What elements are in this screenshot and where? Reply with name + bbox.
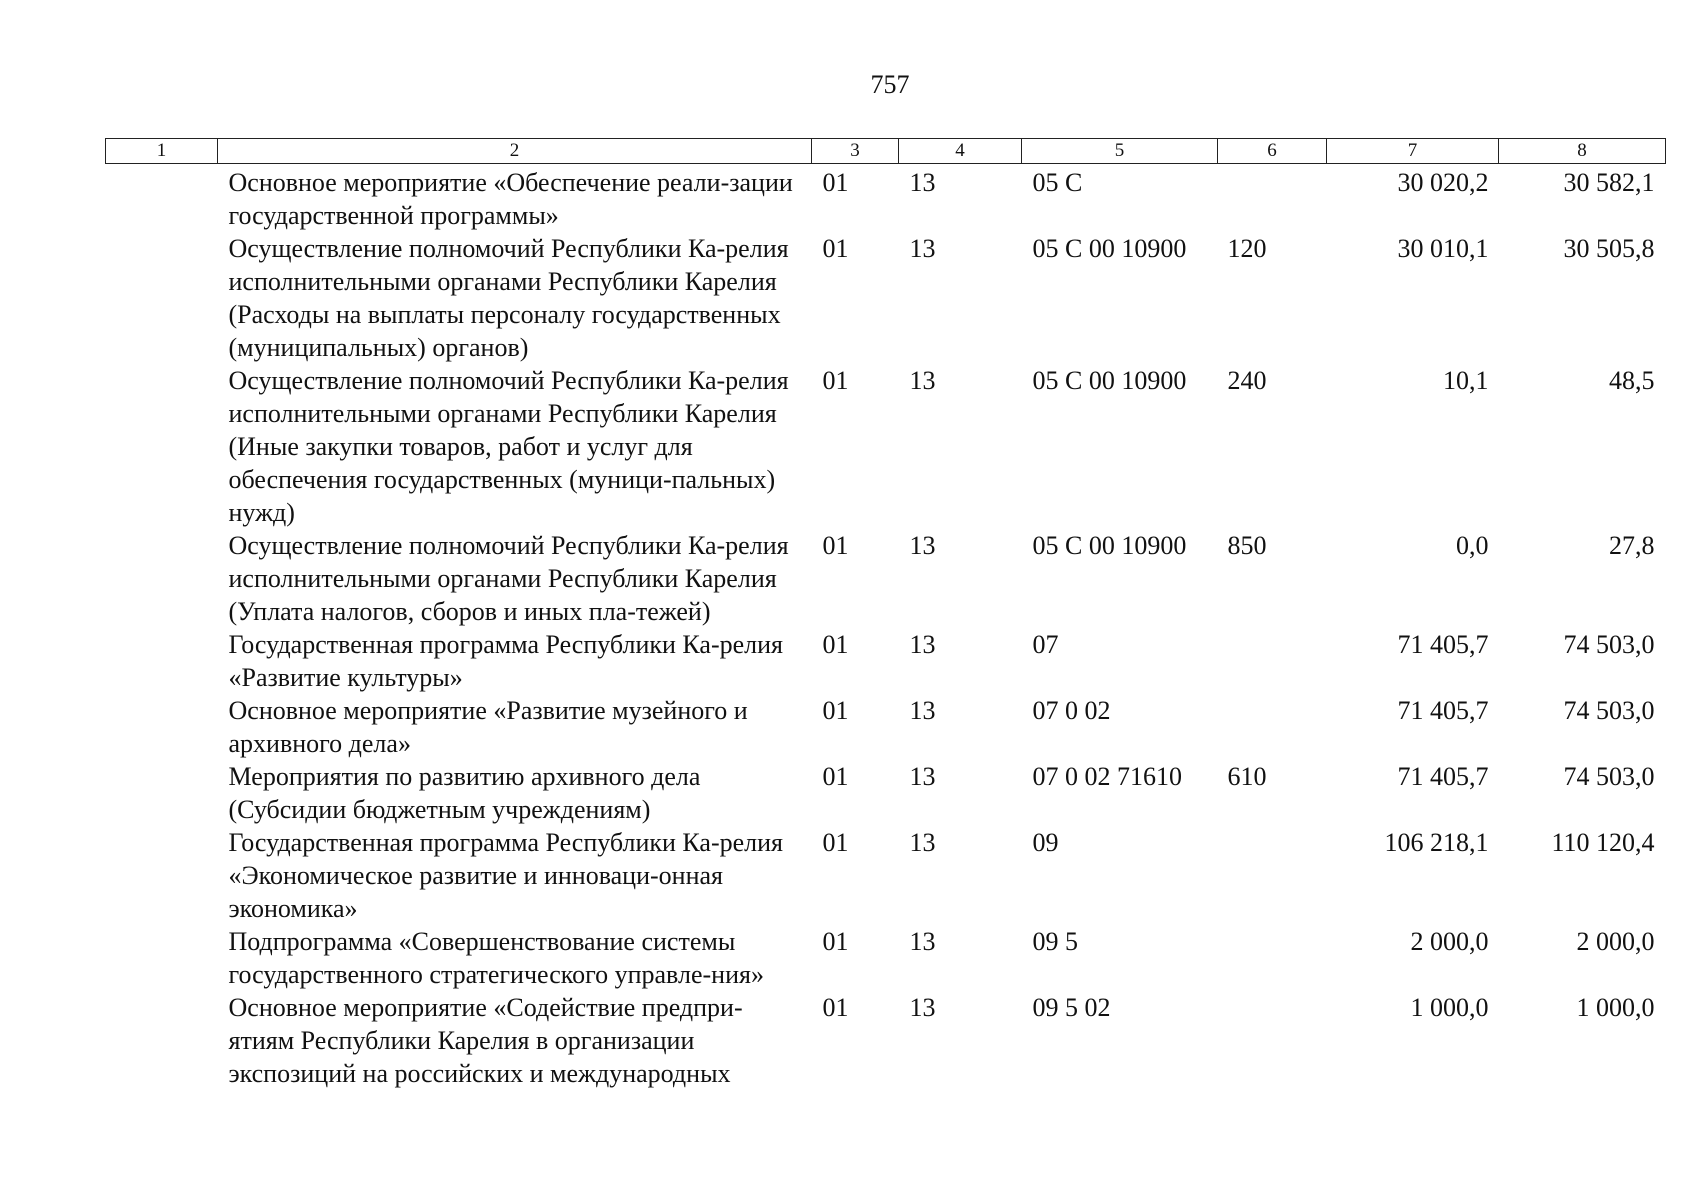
row-article: 09 5 bbox=[1032, 927, 1078, 956]
column-header-7: 7 bbox=[1327, 139, 1499, 164]
row-expense-kind: 240 bbox=[1227, 366, 1267, 395]
row-name: Основное мероприятие «Развитие музейного и архивного дела» bbox=[228, 696, 748, 758]
row-amount-year1: 71 405,7 bbox=[1397, 630, 1489, 659]
row-blank-cell bbox=[106, 164, 218, 233]
table-row bbox=[106, 925, 1666, 991]
row-article: 05 С 00 10900 bbox=[1032, 531, 1187, 560]
row-name: Основное мероприятие «Обеспечение реали-зации государственной программы» bbox=[228, 168, 793, 230]
row-name: Государственная программа Республики Ка-релия «Развитие культуры» bbox=[228, 630, 784, 692]
row-amount-year2: 74 503,0 bbox=[1563, 696, 1655, 725]
row-amount-year1: 71 405,7 bbox=[1397, 696, 1489, 725]
row-expense-kind bbox=[1218, 826, 1327, 925]
row-subsection: 13 bbox=[909, 168, 936, 197]
row-blank-cell bbox=[106, 529, 218, 628]
row-amount-year1: 10,1 bbox=[1443, 366, 1489, 395]
column-number-header-row bbox=[106, 139, 1666, 164]
row-section: 01 bbox=[822, 531, 849, 560]
table-row bbox=[106, 164, 1666, 233]
row-amount-year2: 30 505,8 bbox=[1563, 234, 1655, 263]
column-header-8: 8 bbox=[1499, 139, 1666, 164]
row-blank-cell bbox=[106, 628, 218, 694]
column-header-5: 5 bbox=[1022, 139, 1218, 164]
row-name: Осуществление полномочий Республики Ка-релия исполнительными органами Республики Карелия (Иные закупки товаров, работ и услуг для обеспечения государственных (муници-пальных) нужд) bbox=[228, 366, 789, 527]
row-blank-cell bbox=[106, 826, 218, 925]
column-header-3: 3 bbox=[812, 139, 899, 164]
row-section: 01 bbox=[822, 630, 849, 659]
row-section: 01 bbox=[822, 168, 849, 197]
row-name: Основное мероприятие «Содействие предпри-ятиям Республики Карелия в организации экспозиций на российских и международных bbox=[228, 993, 743, 1088]
row-section: 01 bbox=[822, 762, 849, 791]
row-amount-year1: 71 405,7 bbox=[1397, 762, 1489, 791]
row-amount-year2: 74 503,0 bbox=[1563, 762, 1655, 791]
row-subsection: 13 bbox=[909, 993, 936, 1022]
row-article: 05 С 00 10900 bbox=[1032, 234, 1187, 263]
row-amount-year1: 0,0 bbox=[1456, 531, 1489, 560]
row-amount-year2: 48,5 bbox=[1609, 366, 1655, 395]
table-row bbox=[106, 232, 1666, 364]
table-row bbox=[106, 826, 1666, 925]
row-expense-kind: 850 bbox=[1227, 531, 1267, 560]
row-section: 01 bbox=[822, 696, 849, 725]
row-amount-year1: 30 010,1 bbox=[1397, 234, 1489, 263]
row-expense-kind: 610 bbox=[1227, 762, 1267, 791]
row-subsection: 13 bbox=[909, 234, 936, 263]
row-name: Осуществление полномочий Республики Ка-релия исполнительными органами Республики Карелия (Расходы на выплаты персоналу государственных (муниципальных) органов) bbox=[228, 234, 789, 362]
row-amount-year2: 30 582,1 bbox=[1563, 168, 1655, 197]
row-amount-year2: 110 120,4 bbox=[1551, 828, 1655, 857]
row-section: 01 bbox=[822, 828, 849, 857]
column-header-1: 1 bbox=[106, 139, 218, 164]
row-expense-kind bbox=[1218, 164, 1327, 233]
table-row bbox=[106, 991, 1666, 1090]
row-expense-kind bbox=[1218, 628, 1327, 694]
row-blank-cell bbox=[106, 694, 218, 760]
budget-table bbox=[105, 138, 1666, 1090]
row-subsection: 13 bbox=[909, 927, 936, 956]
row-amount-year1: 30 020,2 bbox=[1397, 168, 1489, 197]
row-subsection: 13 bbox=[909, 531, 936, 560]
row-article: 07 0 02 71610 bbox=[1032, 762, 1182, 791]
row-name: Подпрограмма «Совершенствование системы государственного стратегического управле-ния» bbox=[228, 927, 764, 989]
row-amount-year1: 2 000,0 bbox=[1410, 927, 1489, 956]
row-blank-cell bbox=[106, 760, 218, 826]
row-expense-kind bbox=[1218, 991, 1327, 1090]
table-row bbox=[106, 628, 1666, 694]
row-blank-cell bbox=[106, 991, 218, 1090]
row-article: 07 bbox=[1032, 630, 1059, 659]
row-amount-year1: 1 000,0 bbox=[1410, 993, 1489, 1022]
row-article: 05 С 00 10900 bbox=[1032, 366, 1187, 395]
row-amount-year2: 1 000,0 bbox=[1576, 993, 1655, 1022]
page-number: 757 bbox=[870, 70, 910, 99]
row-name: Государственная программа Республики Ка-релия «Экономическое развитие и инноваци-онная экономика» bbox=[228, 828, 784, 923]
row-article: 09 5 02 bbox=[1032, 993, 1111, 1022]
row-amount-year2: 74 503,0 bbox=[1563, 630, 1655, 659]
row-expense-kind bbox=[1218, 925, 1327, 991]
row-section: 01 bbox=[822, 366, 849, 395]
row-expense-kind bbox=[1218, 694, 1327, 760]
row-subsection: 13 bbox=[909, 630, 936, 659]
row-amount-year2: 27,8 bbox=[1609, 531, 1655, 560]
row-name: Мероприятия по развитию архивного дела (Субсидии бюджетным учреждениям) bbox=[228, 762, 701, 824]
row-subsection: 13 bbox=[909, 696, 936, 725]
column-header-4: 4 bbox=[899, 139, 1022, 164]
column-header-2: 2 bbox=[218, 139, 812, 164]
row-subsection: 13 bbox=[909, 366, 936, 395]
table-row bbox=[106, 760, 1666, 826]
row-section: 01 bbox=[822, 993, 849, 1022]
row-blank-cell bbox=[106, 364, 218, 529]
row-amount-year2: 2 000,0 bbox=[1576, 927, 1655, 956]
row-blank-cell bbox=[106, 232, 218, 364]
row-blank-cell bbox=[106, 925, 218, 991]
row-section: 01 bbox=[822, 927, 849, 956]
table-row bbox=[106, 529, 1666, 628]
row-name: Осуществление полномочий Республики Ка-релия исполнительными органами Республики Карелия (Уплата налогов, сборов и иных пла-тежей) bbox=[228, 531, 789, 626]
row-amount-year1: 106 218,1 bbox=[1384, 828, 1489, 857]
row-section: 01 bbox=[822, 234, 849, 263]
table-row bbox=[106, 694, 1666, 760]
row-article: 09 bbox=[1032, 828, 1059, 857]
column-header-6: 6 bbox=[1218, 139, 1327, 164]
row-subsection: 13 bbox=[909, 762, 936, 791]
row-article: 07 0 02 bbox=[1032, 696, 1111, 725]
row-expense-kind: 120 bbox=[1227, 234, 1267, 263]
row-article: 05 С bbox=[1032, 168, 1083, 197]
row-subsection: 13 bbox=[909, 828, 936, 857]
table-row bbox=[106, 364, 1666, 529]
